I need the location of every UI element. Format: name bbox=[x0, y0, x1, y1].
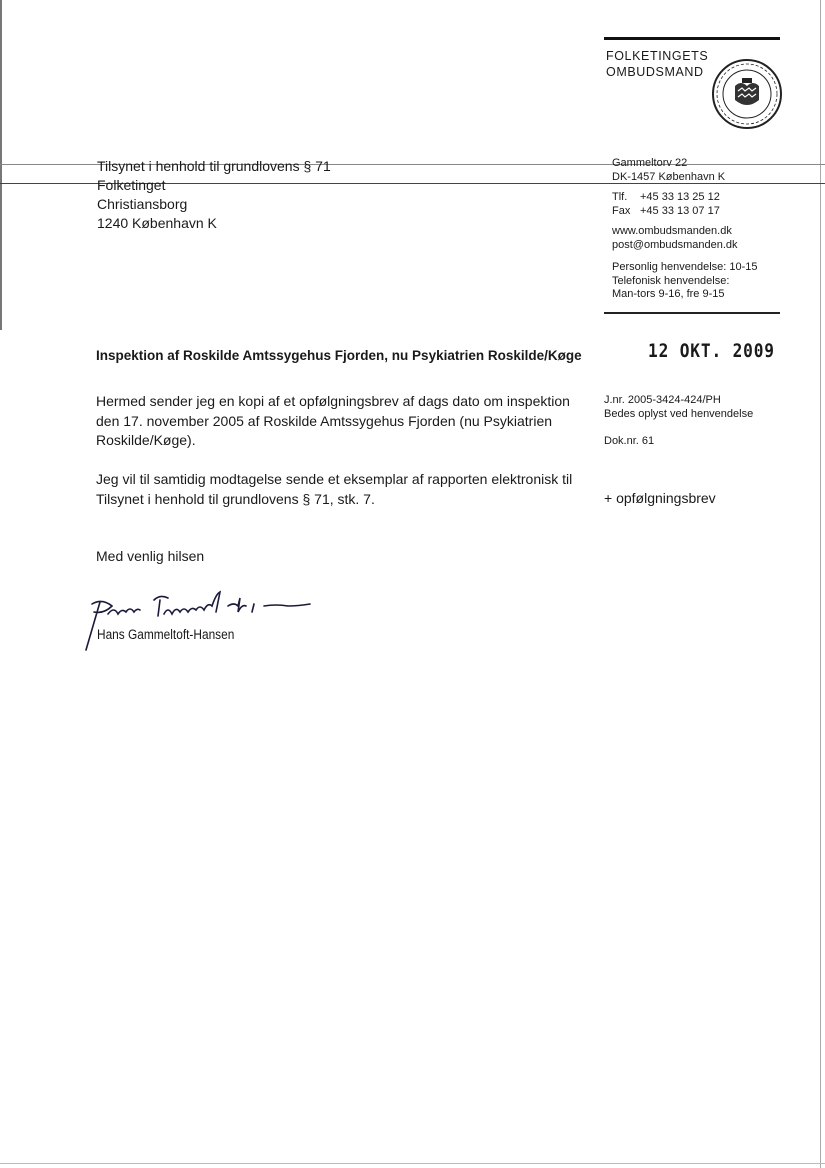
fax-label: Fax bbox=[612, 204, 631, 217]
organization-name bbox=[606, 48, 708, 80]
org-line-2: OMBUDSMAND bbox=[606, 65, 704, 79]
scan-edge-right bbox=[820, 0, 821, 1168]
recipient-line-3: Christiansborg bbox=[97, 196, 188, 212]
website-link[interactable]: www.ombudsmanden.dk bbox=[612, 225, 732, 237]
signer-name: Hans Gammeltoft-Hansen bbox=[97, 627, 235, 642]
folketinget-seal-icon bbox=[711, 58, 783, 130]
phone-number: +45 33 13 25 12 bbox=[640, 191, 720, 203]
info-divider bbox=[604, 312, 780, 314]
org-line-1: FOLKETINGETS bbox=[606, 49, 709, 63]
body-paragraph-1: Hermed sender jeg en kopi af et opfølgningsbrev af dags dato om inspektion den 17. november 2005 af Roskilde Amtssygehus Fjorden (nu Psykiatrien Roskilde/Køge). bbox=[96, 393, 570, 448]
phone-row bbox=[612, 191, 720, 205]
closing-greeting: Med venlig hilsen bbox=[96, 548, 205, 564]
enclosure-note: + opfølgningsbrev bbox=[604, 490, 716, 506]
date-stamp: 12 OKT. 2009 bbox=[648, 340, 775, 362]
phone-label: Tlf. bbox=[612, 191, 628, 203]
personal-hours: Personlig henvendelse: 10-15 bbox=[612, 261, 758, 273]
sender-street: Gammeltorv 22 bbox=[612, 157, 688, 169]
recipient-address bbox=[97, 157, 331, 233]
opening-hours bbox=[612, 261, 758, 302]
recipient-line-2: Folketinget bbox=[97, 177, 166, 193]
scan-edge-left bbox=[0, 0, 2, 330]
body-paragraph-2: Jeg vil til samtidig modtagelse sende et eksemplar af rapporten elektronisk til Tilsynet i henhold til grundlovens § 71, stk. 7. bbox=[96, 471, 573, 507]
phone-hours-label: Telefonisk henvendelse: bbox=[612, 274, 730, 287]
phone-hours: Man-tors 9-16, fre 9-15 bbox=[612, 288, 725, 300]
recipient-line-1: Tilsynet i henhold til grundlovens § 71 bbox=[97, 158, 331, 174]
scan-edge-bottom bbox=[0, 1163, 825, 1164]
email-link[interactable]: post@ombudsmanden.dk bbox=[612, 238, 738, 251]
reference-note: Bedes oplyst ved henvendelse bbox=[604, 407, 754, 420]
header-rule bbox=[604, 37, 780, 40]
recipient-line-4: 1240 København K bbox=[97, 215, 217, 231]
sender-address bbox=[612, 157, 725, 184]
document-number: Dok.nr. 61 bbox=[604, 435, 655, 447]
journal-number: J.nr. 2005-3424-424/PH bbox=[604, 394, 721, 406]
letter-subject: Inspektion af Roskilde Amtssygehus Fjorden, nu Psykiatrien Roskilde/Køge bbox=[96, 348, 582, 363]
sender-postal: DK-1457 København K bbox=[612, 170, 726, 183]
fax-row bbox=[612, 205, 720, 219]
reference-block bbox=[604, 394, 753, 449]
fax-number: +45 33 13 07 17 bbox=[640, 204, 720, 217]
sender-contact bbox=[612, 191, 720, 218]
sender-online bbox=[612, 225, 738, 252]
